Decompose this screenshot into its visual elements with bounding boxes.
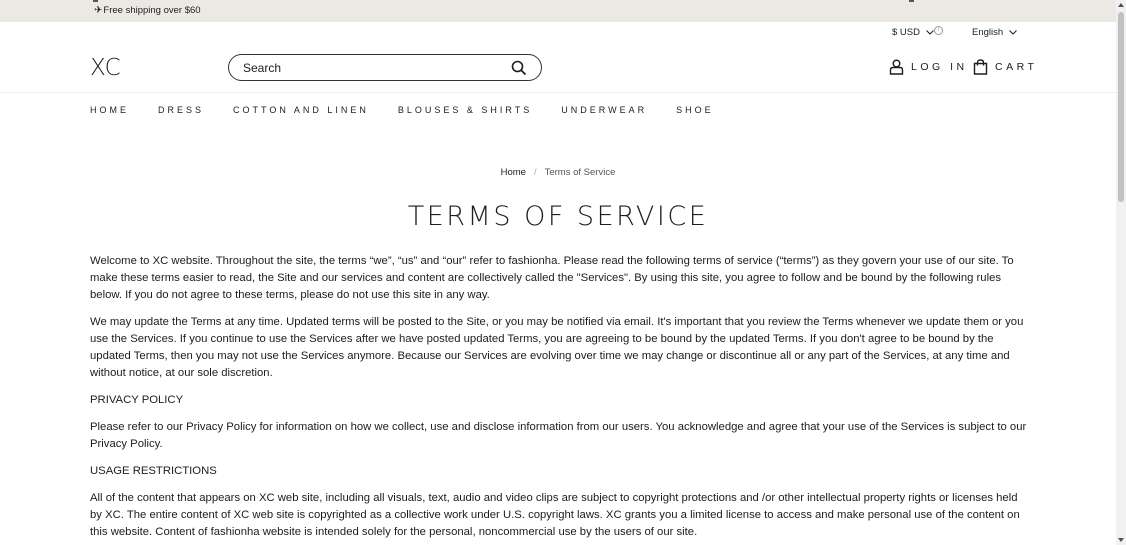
search-icon[interactable] <box>511 60 527 76</box>
currency-label: $ USD <box>892 27 920 38</box>
chevron-down-icon <box>926 28 934 37</box>
announcement-marker <box>909 0 914 2</box>
announcement-bar <box>0 0 1116 22</box>
announcement-text: Free shipping over $60 <box>103 5 201 16</box>
scrollbar-thumb[interactable] <box>1118 12 1124 202</box>
scroll-down-arrow-icon[interactable] <box>1118 538 1124 542</box>
search-bar <box>228 54 542 81</box>
nav-item-home[interactable]: HOME <box>90 105 129 115</box>
main-navigation <box>0 92 1116 127</box>
language-selector[interactable] <box>972 27 1017 38</box>
chevron-down-icon <box>1009 28 1017 37</box>
currency-selector[interactable] <box>892 27 934 38</box>
nav-item-shoe[interactable]: SHOE <box>676 105 714 115</box>
breadcrumb-home-link[interactable]: Home <box>500 167 526 178</box>
info-icon[interactable]: i <box>934 26 943 35</box>
announcement-marker <box>93 0 98 2</box>
nav-item-cotton-and-linen[interactable]: COTTON AND LINEN <box>233 105 369 115</box>
section-heading: PRIVACY POLICY <box>90 394 184 406</box>
search-input[interactable] <box>243 55 503 80</box>
airplane-icon: ✈ <box>94 5 103 16</box>
section-heading: USAGE RESTRICTIONS <box>90 465 217 477</box>
breadcrumb <box>0 167 1116 178</box>
user-icon <box>889 59 904 75</box>
language-label: English <box>972 27 1004 38</box>
login-label: LOG IN <box>911 61 968 73</box>
site-header <box>0 22 1116 92</box>
paragraph: We may update the Terms at any time. Updated terms will be posted to the Site, or you may be notified via email. It's important that you review the Terms whenever we update them or you use the Services. If you continue to use the Services after we have posted updated Terms, you are agreeing to be bound by the updated Terms. If you don't agree to be bound by the updated Terms, then you may not use the Services anymore. Because our Services are evolving over time we may change or discontinue all or any part of the Services, at any time and without notice, at our sole discretion. <box>90 316 1024 379</box>
terms-body <box>90 253 1030 545</box>
vertical-scrollbar[interactable] <box>1116 0 1126 545</box>
paragraph: All of the content that appears on XC web site, including all visuals, text, audio and video clips are subject to copyright protections and /or other intellectual property rights or licenses held by XC. The entire content of XC web site is copyrighted as a collective work under U.S. copyright laws. XC grants you a limited license to access and make personal use of the content on this website. Content of fashionha website is intended solely for the personal, noncommercial use by the users of our site. <box>90 492 1020 538</box>
site-logo[interactable]: XC <box>90 55 122 81</box>
paragraph: Please refer to our Privacy Policy for information on how we collect, use and disclose information from our users. You acknowledge and agree that your use of the Services is subject to our Privacy Policy. <box>90 421 1027 450</box>
breadcrumb-current: Terms of Service <box>544 167 616 178</box>
login-link[interactable] <box>889 59 968 75</box>
nav-item-dress[interactable]: DRESS <box>158 105 205 115</box>
nav-item-blouses-shirts[interactable]: BLOUSES & SHIRTS <box>397 105 533 115</box>
scroll-up-arrow-icon[interactable] <box>1118 3 1124 7</box>
cart-link[interactable] <box>973 59 1037 75</box>
breadcrumb-separator: / <box>533 167 537 178</box>
page-title: TERMS OF SERVICE <box>407 201 709 232</box>
paragraph: Welcome to XC website. Throughout the site, the terms “we”, “us” and “our” refer to fashionha. Please read the following terms of service (“terms”) as they govern your use of our site. To make these terms easier to read, the Site and our services and content are collectively called the "Services". By using this site, you agree to follow and be bound by the following rules below. If you do not agree to these terms, please do not use this site in any way. <box>90 255 1014 301</box>
shopping-bag-icon <box>973 59 988 75</box>
nav-item-underwear[interactable]: UNDERWEAR <box>561 105 648 115</box>
cart-label: CART <box>995 61 1038 73</box>
